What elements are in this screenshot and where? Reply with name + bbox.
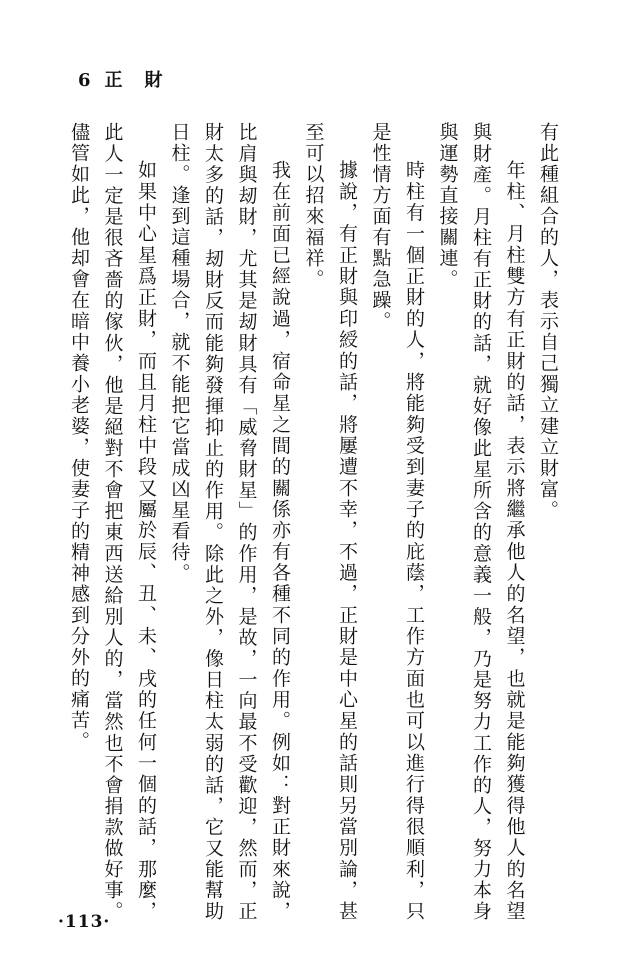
vertical-body-text xyxy=(64,122,564,922)
paragraph: 年柱、月柱雙方有正財的話，表示將繼承他人的名望，也就是能夠獲得他人的名望與財產。月柱有正財的話，就好像此星所含的意義一般，乃是努力工作的人，努力本身與運勢直接關連。 xyxy=(436,122,526,922)
paragraph: 據說，有正財與印綬的話，將屢遭不幸，不過，正財是中心星的話則另當別論，甚至可以招來福祥。 xyxy=(302,122,358,922)
chapter-number: 6 xyxy=(78,70,91,91)
paragraph: 我在前面已經說過，宿命星之間的關係亦有各種不同的作用。例如：對正財來說，比肩與刼財，尤其是刼財具有「威脅財星」的作用，是故，一向最不受歡迎，然而，正財太多的話，刼財反而能夠發揮抑止的作用。除此之外，像日柱太弱的話，它又能幫助日柱。逢到這種場合，就不能把它當成凶星看待。 xyxy=(168,122,291,922)
paragraph: 時柱有一個正財的人，將能夠受到妻子的庇蔭，工作方面也可以進行得很順利，只是性情方面有點急躁。 xyxy=(369,122,425,922)
paragraph: 如果中心星爲正財，而且月柱中段又屬於辰、丑、未、戌的任何一個的話，那麼，此人一定是很吝嗇的傢伙，他是絕對不會把東西送給別人的，當然也不會捐款做好事。儘管如此，他却會在暗中養小老婆，使妻子的精神感到分外的痛苦。 xyxy=(68,122,157,922)
running-header xyxy=(78,66,185,92)
paragraph: 有此種組合的人，表示自己獨立建立財富。 xyxy=(537,122,559,521)
page-number: ·113· xyxy=(58,912,111,932)
section-title: 正財 xyxy=(104,70,185,91)
